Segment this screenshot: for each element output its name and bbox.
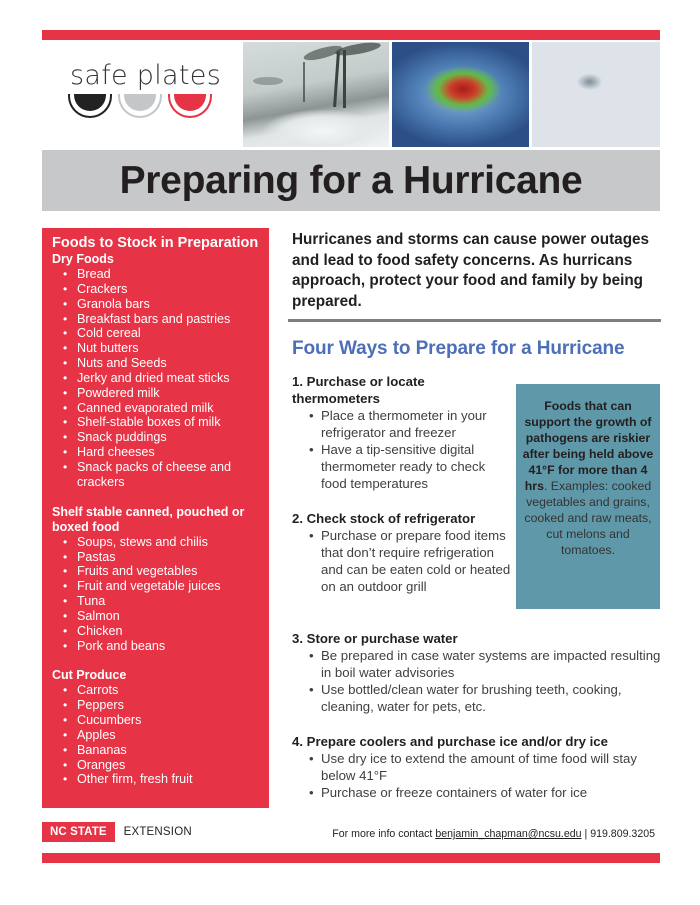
pathogen-callout	[516, 384, 660, 609]
list-item: • Snack packs of cheese and crackers	[52, 460, 247, 490]
list-item: • Cold cereal	[52, 326, 269, 341]
list-item: • Snack puddings	[52, 430, 269, 445]
section-divider	[288, 319, 661, 322]
bottom-accent-bar	[42, 853, 660, 863]
step-title: 1. Purchase or locate thermometers	[292, 374, 425, 406]
nc-state-badge: NC STATE	[42, 822, 115, 842]
step-title: 2. Check stock of refrigerator	[292, 511, 476, 526]
list-item: • Peppers	[52, 698, 269, 713]
top-accent-bar	[42, 30, 660, 40]
list-item: • Crackers	[52, 282, 269, 297]
list-item: • Chicken	[52, 624, 269, 639]
plate-icon-black	[68, 94, 112, 118]
list-item: • Salmon	[52, 609, 269, 624]
list-item: • Powdered milk	[52, 386, 269, 401]
callout-period: .	[543, 479, 548, 493]
cut-produce-list	[52, 683, 269, 787]
photo-hurricane-radar	[392, 42, 529, 147]
step-title: 4. Prepare coolers and purchase ice and/or dry ice	[292, 734, 608, 749]
group-title-cut-produce: Cut Produce	[52, 668, 127, 683]
list-item: • Pork and beans	[52, 639, 269, 654]
list-item: • Cucumbers	[52, 713, 269, 728]
contact-separator: |	[581, 828, 591, 840]
list-item: • Breakfast bars and pastries	[52, 312, 269, 327]
list-item: • Nuts and Seeds	[52, 356, 269, 371]
list-item: • Soups, stews and chilis	[52, 535, 269, 550]
step-title: 3. Store or purchase water	[292, 631, 458, 646]
intro-paragraph: Hurricanes and storms can cause power outages and lead to food safety concerns. As hurricans approach, protect your food and family by being prepared.	[292, 231, 650, 310]
shelf-stable-list	[52, 535, 269, 654]
list-item: • Tuna	[52, 594, 269, 609]
foods-to-stock-panel	[42, 228, 269, 808]
step-bullet: • Have a tip-sensitive digital thermometer ready to check food temperatures	[292, 441, 512, 492]
list-item: • Other firm, fresh fruit	[52, 772, 269, 787]
list-item: • Bananas	[52, 743, 269, 758]
list-item: • Shelf-stable boxes of milk	[52, 415, 269, 430]
safe-plates-logo	[42, 42, 242, 147]
contact-prefix: For more info contact	[332, 828, 436, 840]
step-bullet: • Use dry ice to extend the amount of time food will stay below 41°F	[292, 750, 637, 784]
list-item: • Fruits and vegetables	[52, 564, 269, 579]
callout-examples: Examples: cooked vegetables and grains, cooked and raw meats, cut melons and tomatoes.	[524, 479, 652, 557]
plate-icon-gray	[118, 94, 162, 118]
ways-heading: Four Ways to Prepare for a Hurricane	[292, 338, 625, 359]
step-coolers-ice	[292, 733, 662, 801]
group-title-shelf-stable: Shelf stable canned, pouched or boxed food	[52, 504, 245, 534]
list-item: • Carrots	[52, 683, 269, 698]
step-refrigerator	[292, 510, 512, 595]
logo-plates	[68, 94, 212, 118]
photo-hurricane-satellite	[532, 42, 660, 147]
list-item: • Fruit and vegetable juices	[52, 579, 269, 594]
list-item: • Bread	[52, 267, 269, 282]
step-bullet: • Be prepared in case water systems are impacted resulting in boil water advisories	[292, 647, 662, 681]
nc-state-extension-logo	[42, 822, 192, 842]
step-bullet: • Purchase or freeze containers of water for ice	[292, 784, 662, 801]
list-item: • Jerky and dried meat sticks	[52, 371, 269, 386]
photo-storm-palms	[243, 42, 389, 147]
step-thermometers	[292, 373, 512, 492]
list-item: • Oranges	[52, 758, 269, 773]
step-bullet: • Place a thermometer in your refrigerator and freezer	[292, 407, 512, 441]
list-item: • Apples	[52, 728, 269, 743]
list-item: • Nut butters	[52, 341, 269, 356]
list-item: • Canned evaporated milk	[52, 401, 269, 416]
page-title: Preparing for a Hurricane	[119, 158, 583, 202]
list-item: • Pastas	[52, 550, 269, 565]
contact-info	[332, 828, 655, 840]
contact-phone: 919.809.3205	[590, 828, 655, 840]
title-band	[42, 150, 660, 211]
list-item: • Granola bars	[52, 297, 269, 312]
contact-email-link[interactable]: benjamin_chapman@ncsu.edu	[435, 828, 582, 840]
extension-label: EXTENSION	[123, 826, 192, 838]
dry-foods-list	[52, 267, 269, 490]
step-bullet: • Use bottled/clean water for brushing teeth, cooking, cleaning, water for pets, etc.	[292, 681, 662, 715]
step-bullet: • Purchase or prepare food items that don’t require refrigeration and can be eaten cold or heated on an outdoor grill	[292, 527, 512, 595]
list-item: • Hard cheeses	[52, 445, 269, 460]
logo-text: safe plates	[70, 60, 222, 91]
plate-icon-red	[168, 94, 212, 118]
callout-warning: Foods that can support the growth of pathogens are riskier after being held above 41°F for more than 4 hrs	[522, 399, 654, 493]
group-title-dry-foods: Dry Foods	[52, 252, 114, 266]
step-water	[292, 630, 662, 715]
sidebar-title: Foods to Stock in Preparation	[52, 235, 259, 251]
